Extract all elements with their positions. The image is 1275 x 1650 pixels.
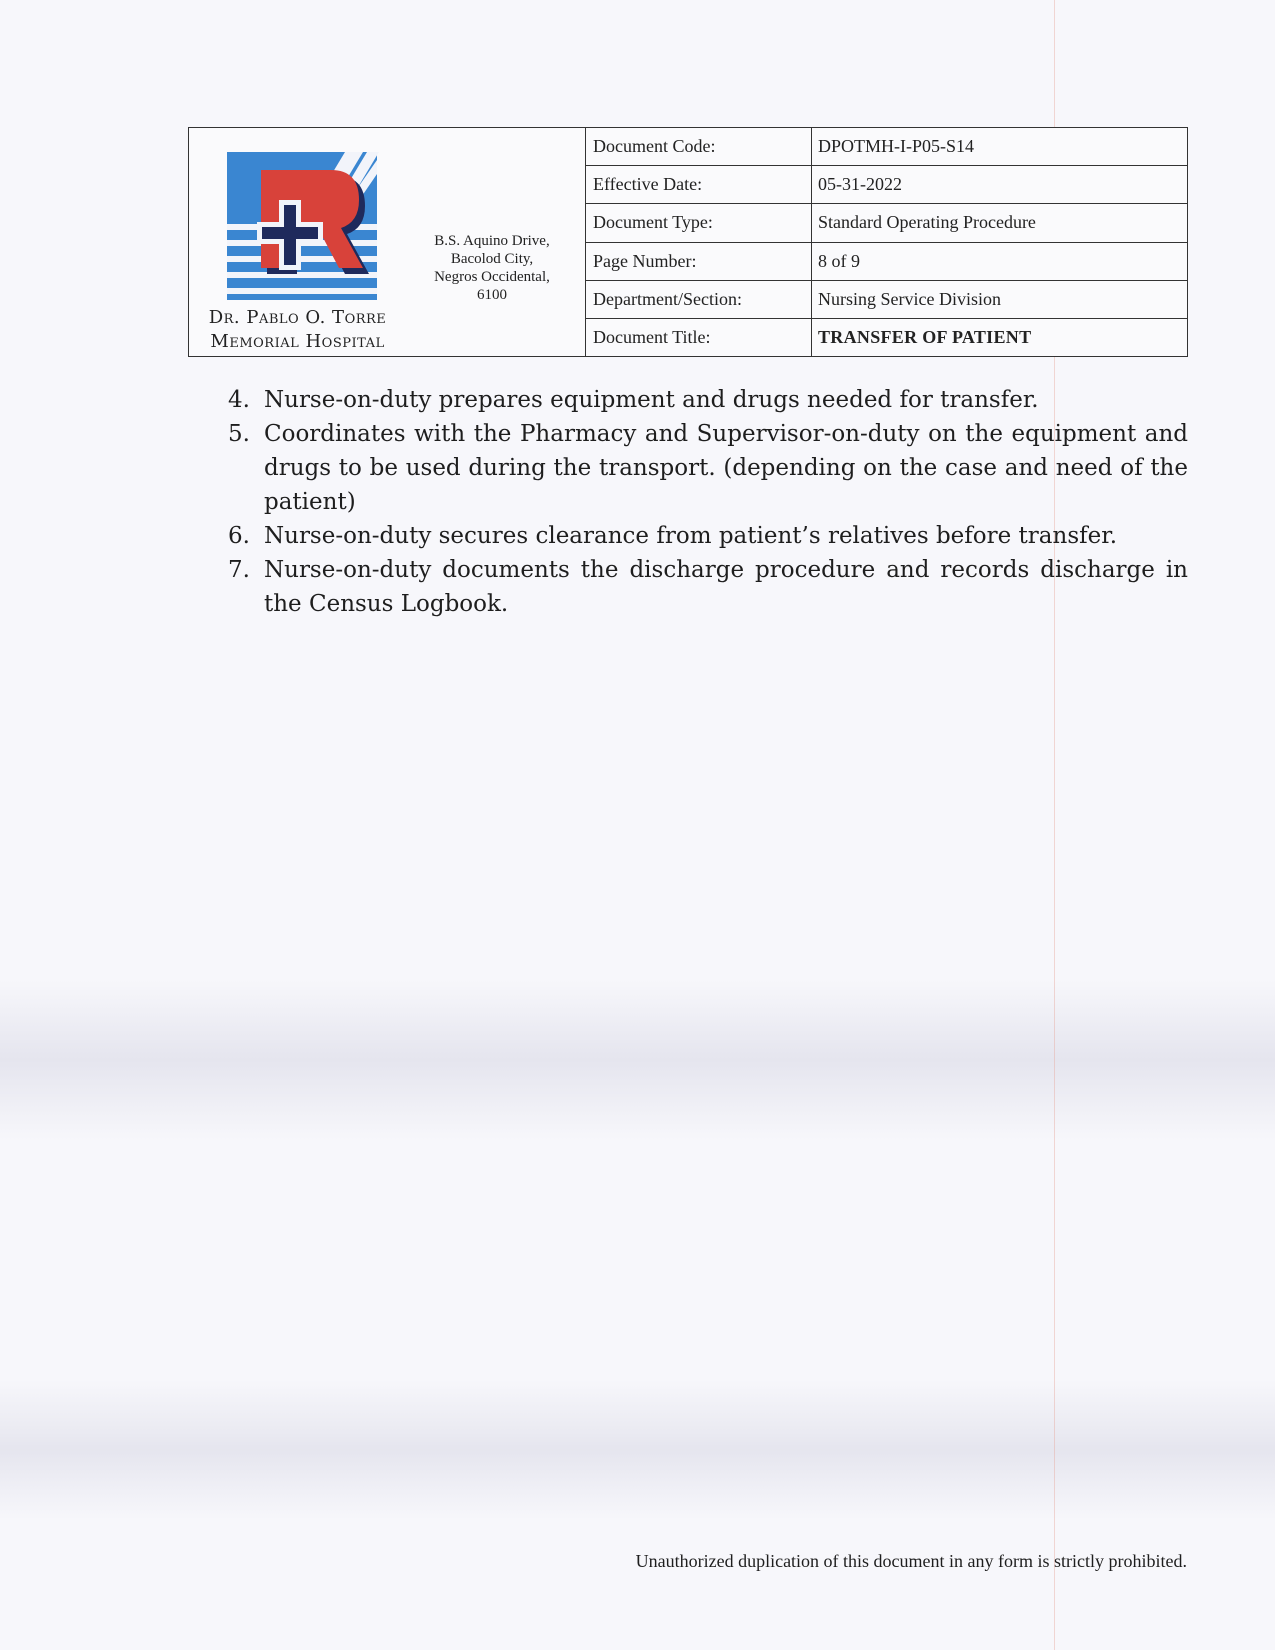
step-text: Coordinates with the Pharmacy and Supervisor-on-duty on the equipment and drugs to be used during the transport. (depending on the case and need of the patient)	[264, 421, 1188, 515]
document-header	[188, 127, 1188, 357]
document-title: TRANSFER OF PATIENT	[818, 326, 1032, 347]
procedure-step	[228, 417, 1188, 519]
hospital-brand-cell	[189, 128, 586, 356]
meta-value: 8 of 9	[818, 250, 860, 271]
address-line: B.S. Aquino Drive,	[434, 233, 550, 249]
procedure-step	[228, 383, 1188, 417]
meta-row-document-title	[586, 319, 1187, 356]
duplication-notice: Unauthorized duplication of this document in any form is strictly prohibited.	[635, 1551, 1187, 1571]
meta-row-effective-date	[586, 166, 1187, 204]
hospital-address	[417, 232, 567, 304]
step-number: 4.	[228, 387, 250, 413]
address-line: 6100	[477, 287, 507, 303]
step-number: 5.	[228, 421, 250, 447]
procedure-steps	[228, 383, 1188, 621]
step-text: Nurse-on-duty secures clearance from patient’s relatives before transfer.	[264, 523, 1118, 549]
procedure-step	[228, 519, 1188, 553]
scan-shadow	[0, 1380, 1275, 1520]
step-text: Nurse-on-duty documents the discharge procedure and records discharge in the Census Logbook.	[264, 557, 1188, 617]
hospital-name-line: Dr. Pablo O. Torre	[208, 307, 387, 328]
step-number: 6.	[228, 523, 250, 549]
meta-value: DPOTMH-I-P05-S14	[818, 136, 975, 157]
meta-label: Document Type:	[586, 204, 812, 241]
step-text: Nurse-on-duty prepares equipment and drugs needed for transfer.	[264, 387, 1039, 413]
document-meta-table	[586, 128, 1187, 356]
scan-shadow	[0, 980, 1275, 1140]
meta-label: Page Number:	[586, 243, 812, 280]
hospital-name-line: Memorial Hospital	[210, 331, 385, 352]
hospital-name	[195, 306, 400, 354]
meta-row-department	[586, 281, 1187, 319]
step-number: 7.	[228, 557, 250, 583]
meta-row-page-number	[586, 243, 1187, 281]
meta-row-document-code	[586, 128, 1187, 166]
procedure-step	[228, 553, 1188, 621]
address-line: Negros Occidental,	[434, 269, 550, 285]
meta-label: Document Title:	[586, 319, 812, 356]
meta-label: Department/Section:	[586, 281, 812, 318]
address-line: Bacolod City,	[450, 251, 534, 267]
meta-value: 05-31-2022	[818, 174, 902, 195]
hospital-cross-logo-icon	[227, 152, 387, 307]
meta-row-document-type	[586, 204, 1187, 242]
meta-label: Effective Date:	[586, 166, 812, 203]
meta-value: Standard Operating Procedure	[818, 212, 1036, 233]
meta-label: Document Code:	[586, 128, 812, 165]
meta-value: Nursing Service Division	[818, 288, 1001, 309]
